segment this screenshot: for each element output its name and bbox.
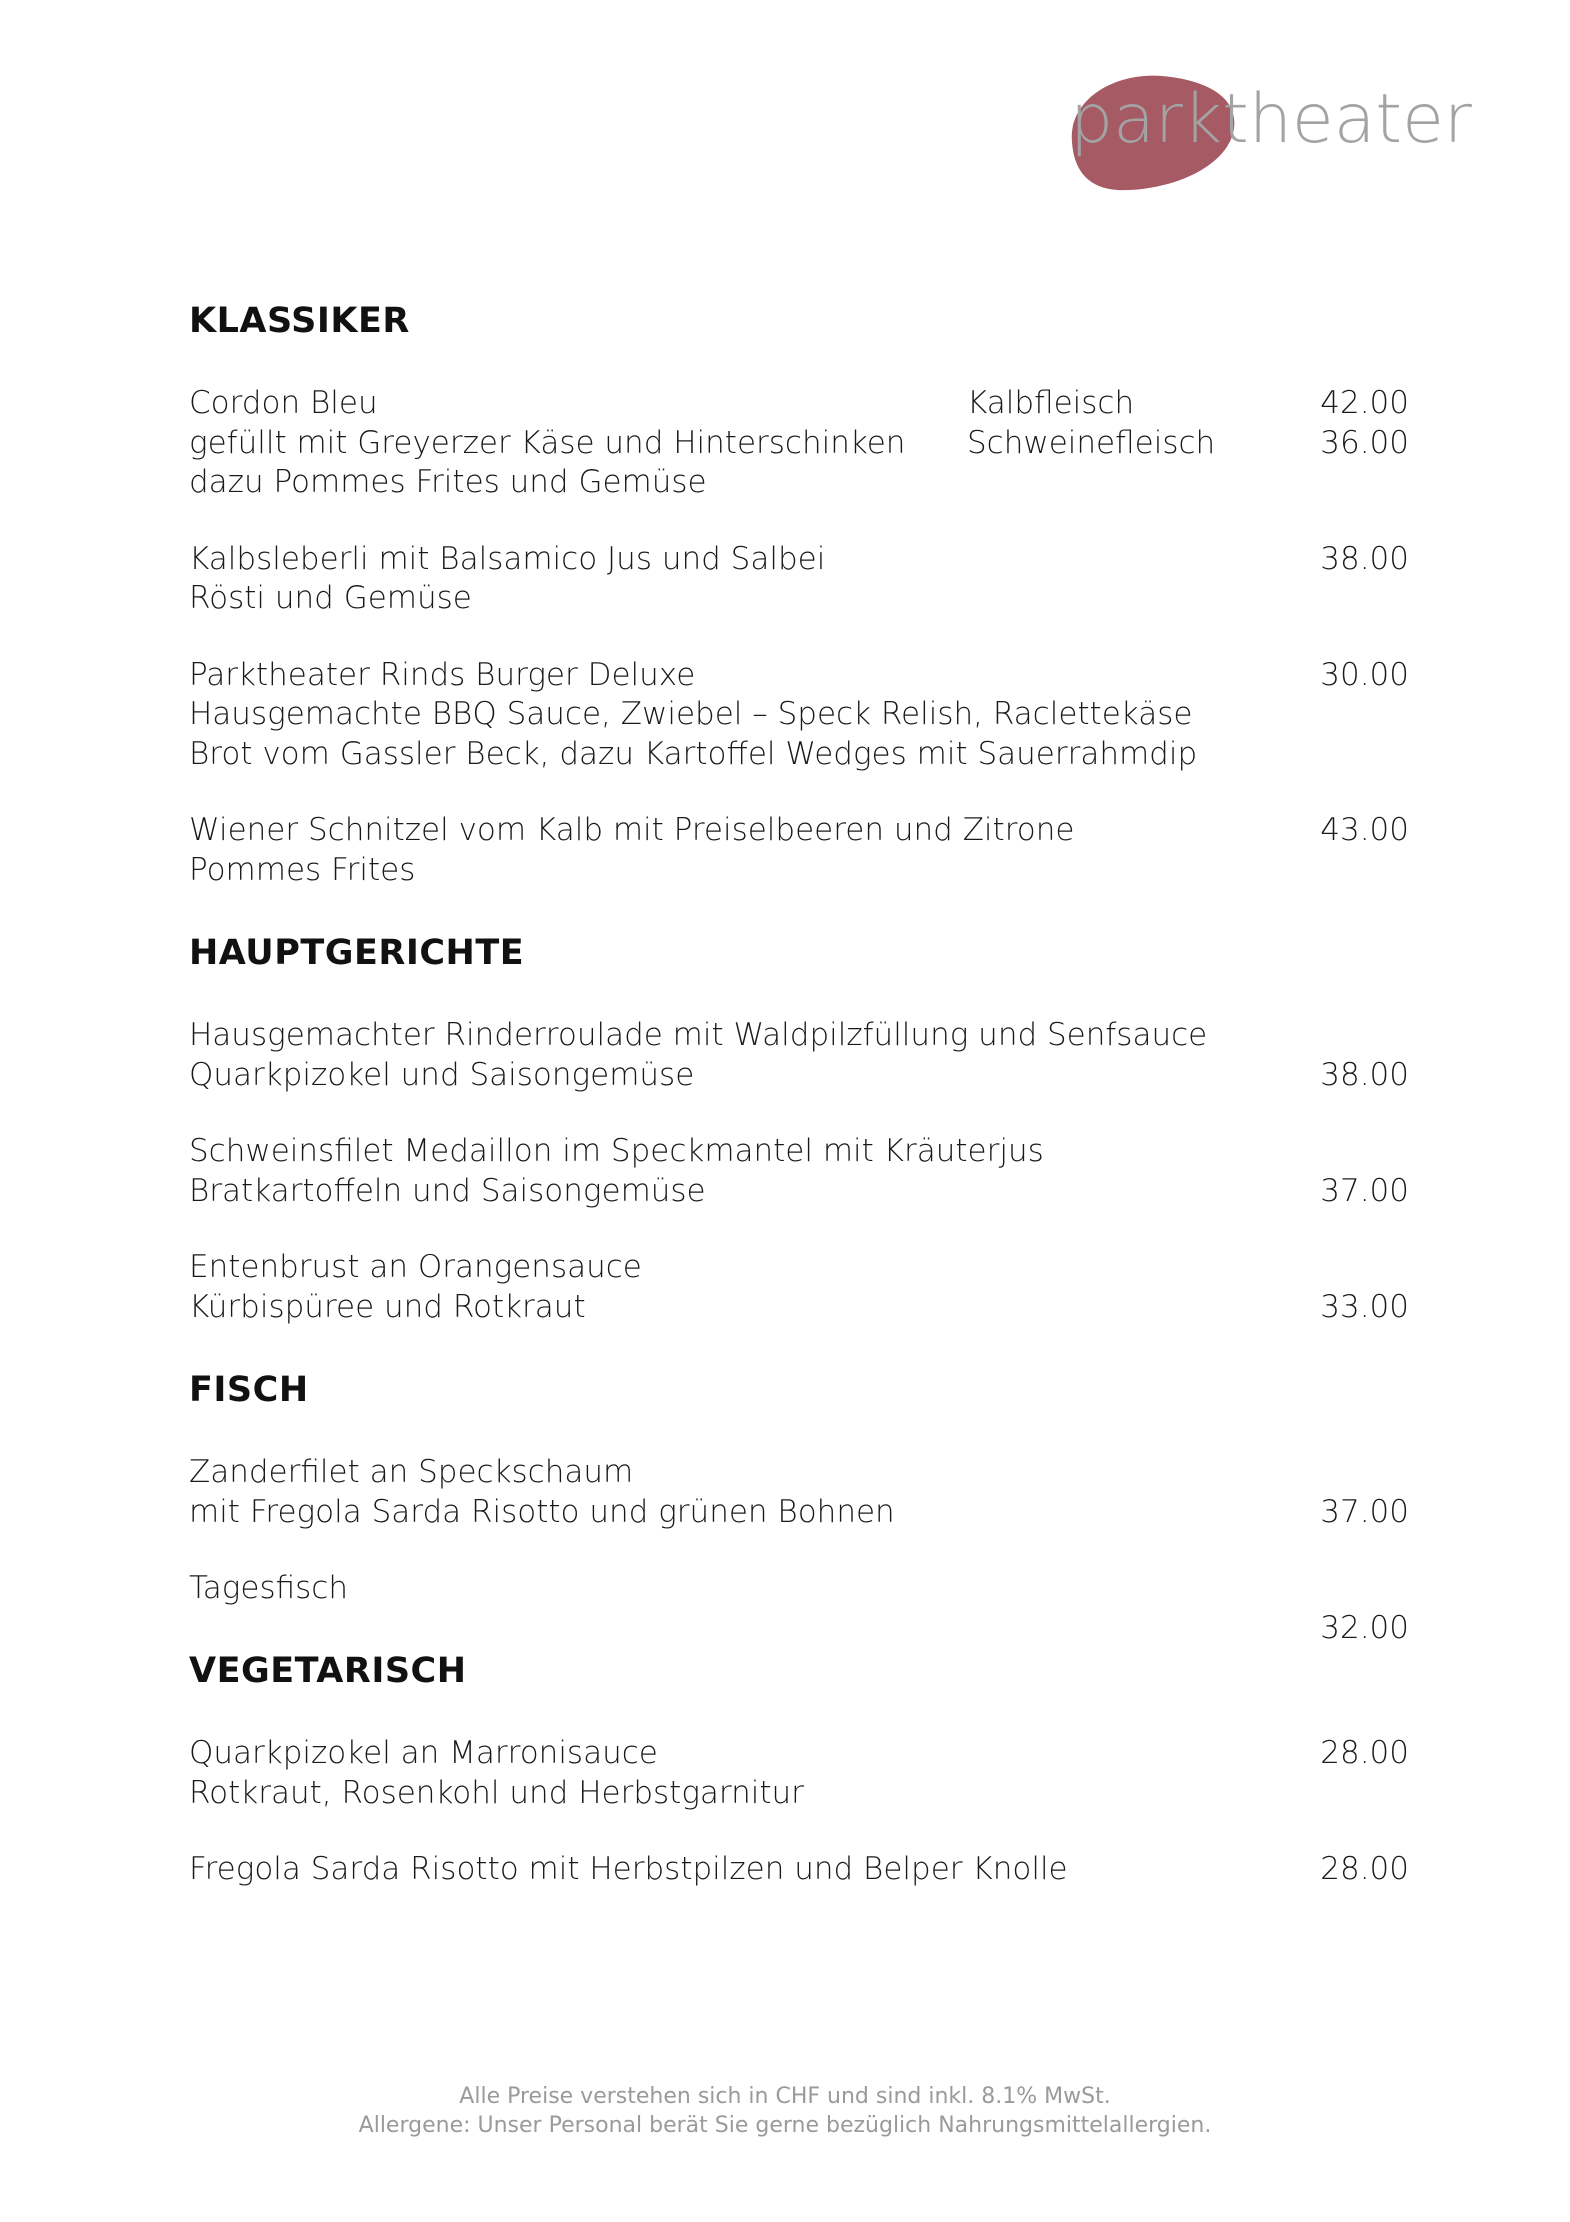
- item-name: Cordon Bleu: [189, 385, 378, 421]
- item-line: [189, 424, 1409, 464]
- item-description: Hausgemachte BBQ Sauce, Zwiebel – Speck Relish, Raclettekäse: [189, 696, 1193, 732]
- item-line: [189, 384, 1409, 424]
- item-description: Bratkartoffeln und Saisongemüse: [189, 1172, 706, 1209]
- item-name: Entenbrust an Orangensauce: [189, 1249, 642, 1285]
- menu-item: [189, 656, 1409, 775]
- item-line: [189, 695, 1409, 735]
- item-price: 33.00: [1320, 1288, 1409, 1325]
- item-line: [189, 1056, 1409, 1096]
- footer-note: [0, 2082, 1570, 2140]
- variant-name: Schweinefleisch: [967, 424, 1216, 461]
- item-line: [189, 1493, 1409, 1533]
- item-description: Rösti und Gemüse: [189, 580, 472, 616]
- item-price: 37.00: [1320, 1493, 1409, 1530]
- item-price: 28.00: [1320, 1851, 1409, 1887]
- logo-text: parktheater: [1070, 80, 1472, 159]
- footer-allergen-note: Allergene: Unser Personal berät Sie gerne bezüglich Nahrungsmittelallergien.: [358, 2113, 1212, 2138]
- item-line: [189, 579, 1409, 619]
- menu-item: [189, 1734, 1409, 1813]
- item-name: Hausgemachter Rinderroulade mit Waldpilzfüllung und Senfsauce: [189, 1017, 1208, 1053]
- section-title: KLASSIKER: [189, 301, 410, 341]
- item-price: 30.00: [1320, 656, 1409, 693]
- parktheater-logo: [1062, 70, 1472, 200]
- section-title: VEGETARISCH: [189, 1651, 467, 1691]
- item-description: Quarkpizokel und Saisongemüse: [189, 1056, 695, 1093]
- variant-name: Kalbfleisch: [967, 385, 1135, 421]
- item-line: [189, 656, 1409, 696]
- menu-item: [189, 1132, 1409, 1211]
- item-description: dazu Pommes Frites und Gemüse: [189, 464, 707, 500]
- section-klassiker: [189, 300, 1409, 890]
- item-name: Quarkpizokel an Marronisauce: [189, 1735, 658, 1771]
- item-line: [189, 1288, 1409, 1328]
- item-price: 43.00: [1320, 812, 1409, 848]
- menu-item: [189, 1850, 1409, 1890]
- item-name: Schweinsfilet Medaillon im Speckmantel mit Kräuterjus: [189, 1133, 1044, 1169]
- item-line: [189, 735, 1409, 775]
- item-description: Rotkraut, Rosenkohl und Herbstgarnitur: [189, 1774, 804, 1811]
- item-price: 36.00: [1320, 424, 1409, 461]
- item-line: [189, 1248, 1409, 1288]
- section-title: FISCH: [189, 1370, 309, 1410]
- item-line: [189, 1850, 1409, 1890]
- item-line: [189, 811, 1409, 851]
- item-line: [189, 463, 1409, 503]
- menu-item: [189, 1453, 1409, 1532]
- item-line: [189, 1774, 1409, 1814]
- item-description: Kürbispüree und Rotkraut: [189, 1288, 586, 1325]
- menu-item: [189, 540, 1409, 619]
- item-line: [189, 1016, 1409, 1056]
- item-name: Wiener Schnitzel vom Kalb mit Preiselbeeren und Zitrone: [189, 812, 1075, 848]
- section-vegetarisch: [189, 1650, 1409, 1890]
- item-line: [189, 1132, 1409, 1172]
- item-name: Zanderfilet an Speckschaum: [189, 1454, 634, 1490]
- item-name: Parktheater Rinds Burger Deluxe: [189, 656, 696, 693]
- item-price: 32.00: [1320, 1609, 1409, 1646]
- menu-content: [189, 300, 1409, 1932]
- item-description: gefüllt mit Greyerzer Käse und Hinterschinken: [189, 424, 906, 461]
- menu-item: [189, 1016, 1409, 1095]
- item-line: [189, 540, 1409, 580]
- item-price: 38.00: [1320, 540, 1409, 577]
- item-description: mit Fregola Sarda Risotto und grünen Bohnen: [189, 1493, 895, 1530]
- menu-item: [189, 384, 1409, 503]
- item-name: Kalbsleberli mit Balsamico Jus und Salbei: [189, 540, 826, 577]
- item-line: [189, 851, 1409, 891]
- item-description: Brot vom Gassler Beck, dazu Kartoffel Wedges mit Sauerrahmdip: [189, 735, 1198, 772]
- item-name: Tagesfisch: [189, 1570, 348, 1606]
- item-price: 42.00: [1320, 385, 1409, 421]
- menu-item: [189, 811, 1409, 890]
- item-line: [189, 1569, 1409, 1609]
- section-hauptgerichte: [189, 932, 1409, 1327]
- footer-price-note: Alle Preise verstehen sich in CHF und sind inkl. 8.1% MwSt.: [459, 2084, 1111, 2109]
- item-price: 28.00: [1320, 1735, 1409, 1771]
- item-line: [189, 1734, 1409, 1774]
- item-description: Pommes Frites: [189, 851, 416, 888]
- item-line: [189, 1453, 1409, 1493]
- menu-item: [189, 1248, 1409, 1327]
- item-price: 38.00: [1320, 1056, 1409, 1093]
- item-price: 37.00: [1320, 1172, 1409, 1209]
- section-fisch: [189, 1369, 1409, 1648]
- menu-item: [189, 1569, 1409, 1648]
- item-line: [189, 1172, 1409, 1212]
- item-name: Fregola Sarda Risotto mit Herbstpilzen und Belper Knolle: [189, 1851, 1068, 1887]
- section-title: HAUPTGERICHTE: [189, 933, 525, 973]
